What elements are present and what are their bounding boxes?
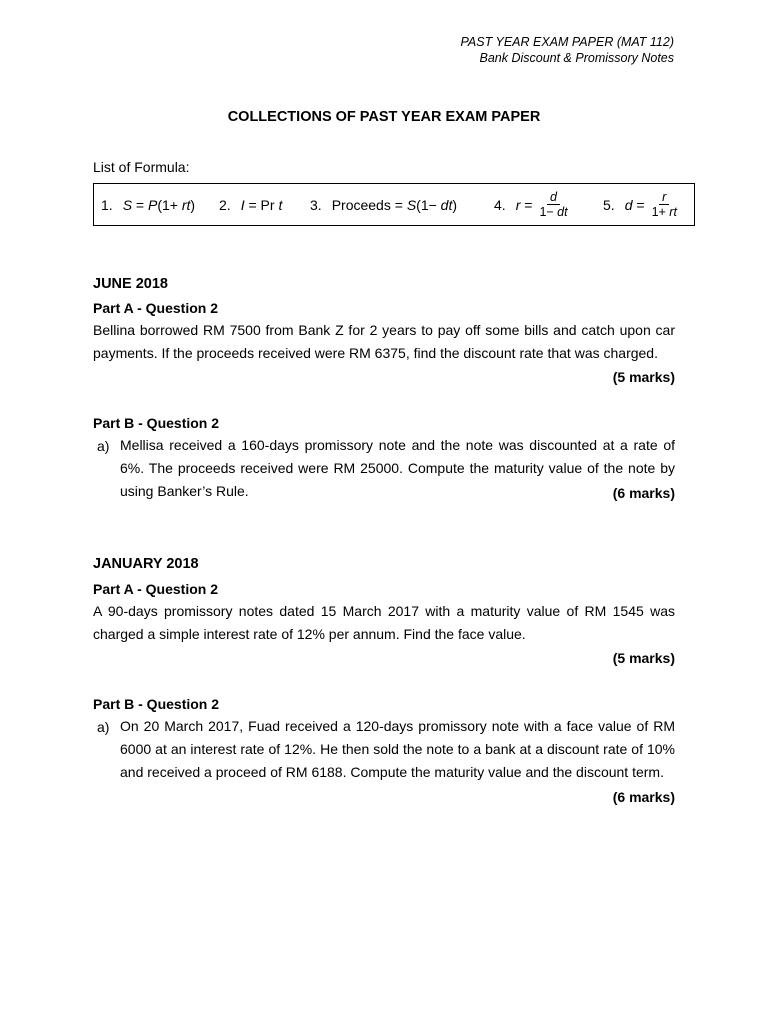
formula-2: 2. I = Pr t — [219, 196, 283, 213]
part-b-heading: Part B - Question 2 — [93, 696, 220, 712]
header-topic: Bank Discount & Promissory Notes — [479, 51, 674, 65]
marks-label: (5 marks) — [612, 650, 675, 666]
formula-4-fraction: $\frac{d}{1- dt}$ — [539, 190, 568, 219]
marks-label: (6 marks) — [612, 789, 675, 805]
section-heading-june-2018: JUNE 2018 — [93, 276, 168, 292]
formula-1: 1. S = P(1+ rt) — [101, 196, 196, 213]
marks-label: (6 marks) — [612, 485, 675, 501]
question-text: Mellisa received a 160-days promissory note and the note was discounted at a rate of 6%. The proceeds received were RM 25000. Compute the maturity value of the note by using Banker’s Rule. — [120, 437, 675, 499]
part-a-heading: Part A - Question 2 — [93, 300, 218, 316]
document-header — [461, 34, 674, 66]
formula-list-label: List of Formula: — [93, 159, 190, 175]
formula-box — [93, 183, 695, 226]
question-text: A 90-days promissory notes dated 15 March 2017 with a maturity value of RM 1545 was charged a simple interest rate of 12% per annum. Find the face value. — [93, 603, 675, 642]
question-text: Bellina borrowed RM 7500 from Bank Z for 2 years to pay off some bills and catch upon car payments. If the proceeds received were RM 6375, find the discount rate that was charged. — [93, 322, 675, 361]
question-text: On 20 March 2017, Fuad received a 120-days promissory note with a face value of RM 6000 at an interest rate of 12%. He then sold the note to a bank at a discount rate of 10% and received a proceed of RM 6188. Compute the maturity value and the discount term. — [120, 718, 675, 780]
formula-5-fraction: $\frac{r}{1+ rt}$ — [651, 190, 677, 219]
formula-3: 3. Proceeds = S(1− dt) — [310, 196, 458, 213]
section-heading-january-2018: JANUARY 2018 — [93, 556, 199, 572]
page-title: COLLECTIONS OF PAST YEAR EXAM PAPER — [227, 109, 541, 125]
header-course: PAST YEAR EXAM PAPER (MAT 112) — [460, 35, 674, 49]
formula-5: 5. d = $\frac{r}{1+ rt}$ — [603, 184, 680, 225]
question-label: a) — [97, 438, 110, 454]
formula-4: 4. r = $\frac{d}{1- dt}$ — [494, 184, 571, 225]
part-a-heading: Part A - Question 2 — [93, 581, 218, 597]
marks-label: (5 marks) — [612, 369, 675, 385]
part-b-heading: Part B - Question 2 — [93, 415, 220, 431]
question-label: a) — [97, 719, 110, 735]
